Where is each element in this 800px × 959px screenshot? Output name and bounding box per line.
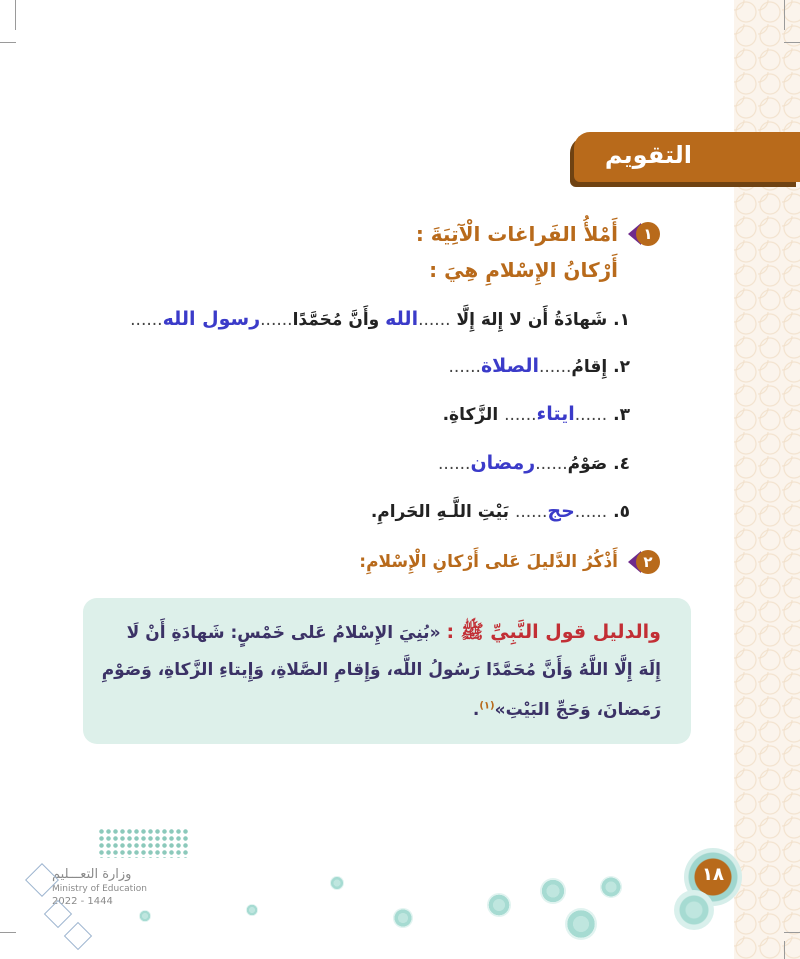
list-item [443, 403, 630, 425]
fill-dots: ...... [260, 310, 293, 330]
flower-icon [540, 878, 566, 904]
evidence-line [113, 620, 661, 648]
crop-mark [784, 932, 800, 933]
evidence-lead: والدليل قول النَّبِيِّ ﷺ : [446, 621, 661, 643]
geometric-outline [64, 922, 92, 950]
evidence-line [101, 660, 661, 680]
item-text: شَهادَةُ أَن لا إِلهَ إِلَّا [456, 310, 608, 330]
evidence-box [83, 598, 691, 744]
evidence-line: رَمَضانَ، وَحَجِّ البَيْتِ»$^{(١)}$. [472, 700, 661, 720]
flower-icon [487, 893, 511, 917]
item-text: وأَنَّ مُحَمَّدًا [292, 310, 380, 330]
item-number: ١. [613, 310, 630, 330]
section-title: التقويم [604, 141, 692, 169]
flower-icon [674, 890, 714, 930]
question-number: ١ [636, 222, 660, 246]
handwritten-answer: رمضان [470, 452, 536, 474]
fill-dots: ...... [130, 310, 163, 330]
flower-icon [139, 910, 151, 922]
fill-dots: ...... [504, 405, 537, 425]
section-header [574, 132, 800, 182]
fill-dots: ...... [438, 454, 471, 474]
page-number-badge [684, 848, 742, 924]
crop-mark [0, 42, 16, 43]
handwritten-answer: الله [385, 308, 419, 330]
question-marker [628, 548, 660, 576]
fill-dots: ...... [574, 502, 608, 522]
evidence-text: رَمَضانَ، وَحَجِّ البَيْتِ» [494, 700, 661, 720]
fill-dots: ...... [448, 357, 481, 377]
handwritten-answer: حج [547, 500, 575, 522]
pillars-subtitle: أَرْكانُ الإِسْلامِ هِيَ : [429, 258, 618, 282]
item-text: صَوْمُ [567, 454, 608, 474]
list-item [449, 355, 630, 377]
question-text: أَذْكُرُ الدَّليلَ عَلى أَرْكانِ الْإِسْلامِ: [359, 552, 618, 572]
question-1 [416, 220, 660, 248]
page-number: ١٨ [702, 864, 724, 885]
evidence-text: إِلَهَ إِلَّا اللَّهُ وَأَنَّ مُحَمَّدًا رَسُولُ اللَّه، وَإِقامِ الصَّلاةِ، وَإِيتاءِ الزَّكاةِ، وَصَوْمِ [101, 660, 661, 680]
list-item [438, 452, 630, 474]
handwritten-answer: ايتاء [536, 403, 575, 425]
item-text: بَيْتِ اللَّـهِ الحَرامِ. [370, 502, 510, 522]
item-text: إِقامُ [571, 357, 608, 377]
crop-mark [0, 932, 16, 933]
ministry-name-english: Ministry of Education [52, 884, 147, 894]
flower-icon [330, 876, 344, 890]
evidence-text: «بُنِيَ الإِسْلامُ عَلى خَمْسٍ: شَهادَةِ أَنْ لَا [126, 623, 441, 643]
flower-icon [600, 876, 622, 898]
crop-mark [784, 42, 800, 43]
flower-icon [393, 908, 413, 928]
fill-dots: ...... [514, 502, 548, 522]
flower-icon [246, 904, 258, 916]
crop-mark [784, 0, 785, 30]
question-marker [628, 220, 660, 248]
list-item [371, 500, 630, 522]
footnote-marker: (١) [479, 700, 495, 712]
fill-dots: ...... [574, 405, 608, 425]
ministry-logo-dots [98, 828, 188, 858]
ministry-name-arabic: وزارة التعـــليم [52, 867, 132, 882]
fill-dots: ...... [418, 310, 451, 330]
item-text: الزَّكاةِ. [442, 405, 499, 425]
edition-year: 2022 - 1444 [52, 896, 113, 907]
item-number: ٥. [613, 502, 630, 522]
question-2 [359, 548, 660, 576]
fill-dots: ...... [535, 454, 568, 474]
crop-mark [784, 941, 785, 959]
handwritten-answer: الصلاة [480, 355, 539, 377]
handwritten-answer: رسول الله [162, 308, 261, 330]
flower-icon [565, 908, 597, 940]
item-number: ٤. [613, 454, 630, 474]
question-number: ٢ [636, 550, 660, 574]
crop-mark [15, 0, 16, 30]
list-item [130, 308, 630, 330]
question-text: أَمْلأُ الفَراغات الْآتِيَةَ : [415, 222, 618, 246]
fill-dots: ...... [538, 357, 572, 377]
item-number: ٢. [613, 357, 630, 377]
item-number: ٣. [613, 405, 630, 425]
